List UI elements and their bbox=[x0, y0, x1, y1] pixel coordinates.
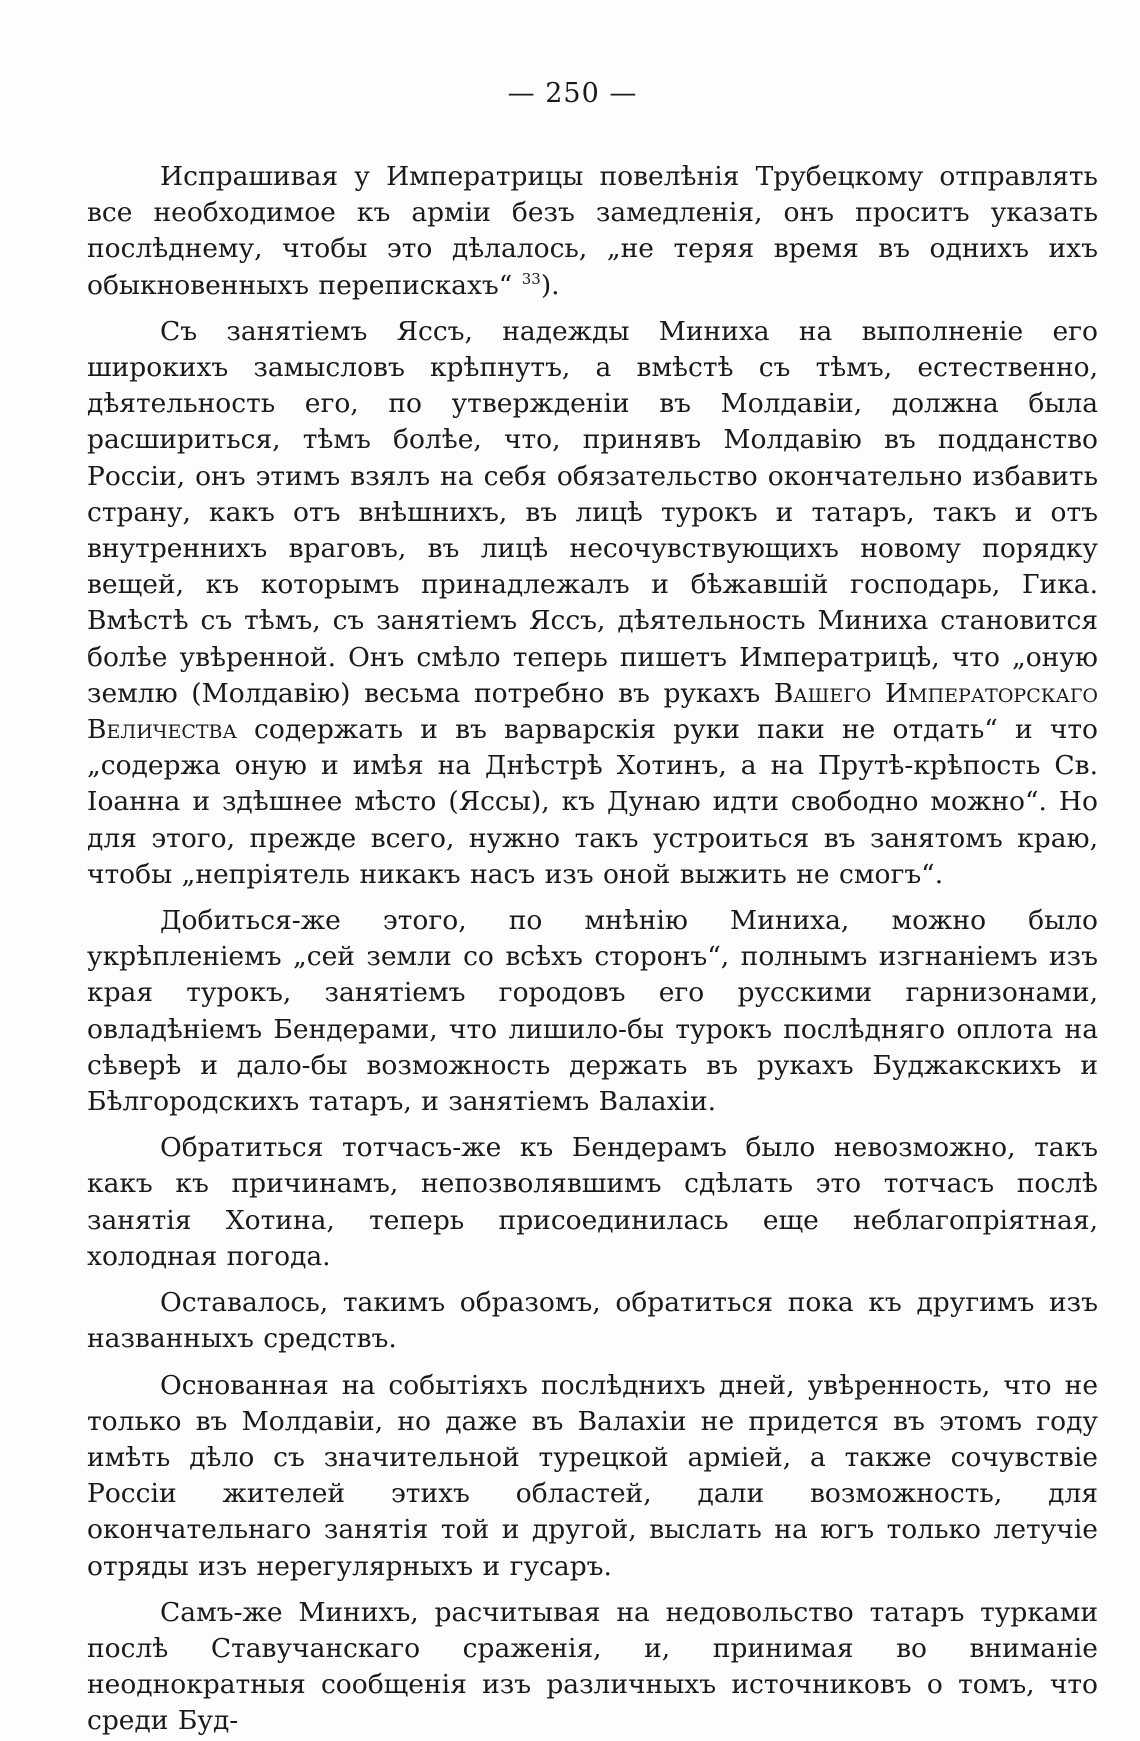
page-number: — 250 — bbox=[507, 78, 638, 109]
paragraph-1-end: ). bbox=[540, 269, 560, 301]
paragraph-2-part1: Съ занятіемъ Яссъ, надежды Миниха на выполненіе его широкихъ замысловъ крѣпнутъ, а вмѣстѣ съ тѣмъ, естественно, дѣятельность его, по утвержденіи въ Молдавіи, должна была расшириться, тѣмъ болѣе, что, принявъ Молдавію въ подданство Россіи, онъ этимъ взялъ на себя обязательство окончательно избавить страну, какъ отъ внѣшнихъ, въ лицѣ турокъ и татаръ, такъ и отъ внутреннихъ враговъ, въ лицѣ несочувствующихъ новому порядку вещей, къ которымъ принадлежалъ и бѣжавшій господарь, Гика. Вмѣстѣ съ тѣмъ, съ занятіемъ Яссъ, дѣятельность Миниха становится болѣе увѣренной. Онъ смѣло теперь пишетъ Императрицѣ, что „оную землю (Молдавію) весьма потребно въ рукахъ bbox=[87, 315, 1098, 709]
paragraph-5: Оставалось, такимъ образомъ, обратиться пока къ другимъ изъ названныхъ средствъ. bbox=[87, 1287, 1098, 1355]
paragraph-3: Добиться-же этого, по мнѣнію Миниха, можно было укрѣпленіемъ „сей земли со всѣхъ сторонъ“, полнымъ изгнаніемъ изъ края турокъ, занятіемъ городовъ его русскими гарнизонами, овладѣніемъ Бендерами, что лишило-бы турокъ послѣдняго оплота на сѣверѣ и дало-бы возможность держать въ рукахъ Буджакскихъ и Бѣлгородскихъ татаръ, и занятіемъ Валахіи. bbox=[87, 905, 1098, 1118]
paragraph-2 bbox=[87, 314, 1098, 893]
body-text bbox=[87, 159, 1098, 1740]
footnote-ref-33[interactable]: 33 bbox=[521, 269, 541, 288]
paragraph-7: Самъ-же Минихъ, расчитывая на недовольство татаръ турками послѣ Ставучанскаго сраженія, и, принимая во вниманіе неоднократныя сообщенія изъ различныхъ источниковъ о томъ, что среди Буд- bbox=[87, 1596, 1098, 1737]
imperial-title: Вашего Императорскаго Величества bbox=[87, 677, 1098, 746]
paragraph-4: Обратиться тотчасъ-же къ Бендерамъ было невозможно, такъ какъ къ причинамъ, непозволявшимъ сдѣлать это тотчасъ послѣ занятія Хотина, теперь присоединилась еще неблагопріятная, холодная погода. bbox=[87, 1132, 1098, 1272]
paragraph-1 bbox=[87, 159, 1098, 304]
paragraph-1-text: Испрашивая у Императрицы повелѣнія Трубецкому отправлять все необходимое къ арміи безъ замедленія, онъ проситъ указать послѣднему, чтобы это дѣлалось, „не теряя время въ однихъ ихъ обыкновенныхъ перепискахъ“ bbox=[87, 161, 1098, 301]
paragraph-6: Основанная на событіяхъ послѣднихъ дней, увѣренность, что не только въ Молдавіи, но даже въ Валахіи не придется въ этомъ году имѣть дѣло съ значительной турецкой арміей, а также сочувствіе Россіи жителей этихъ областей, дали возможность, для окончательнаго занятія той и другой, выслать на югъ только летучіе отряды изъ нерегулярныхъ и гусаръ. bbox=[87, 1369, 1098, 1582]
paragraph-2-part2: содержать и въ варварскія руки паки не отдать“ и что „содержа оную и имѣя на Днѣстрѣ Хотинъ, а на Прутѣ-крѣпость Св. Іоанна и здѣшнее мѣсто (Яссы), къ Дунаю идти свободно можно“. Но для этого, прежде всего, нужно такъ устроиться въ занятомъ краю, чтобы „непріятель никакъ насъ изъ оной выжить не смогъ“. bbox=[87, 714, 1098, 890]
